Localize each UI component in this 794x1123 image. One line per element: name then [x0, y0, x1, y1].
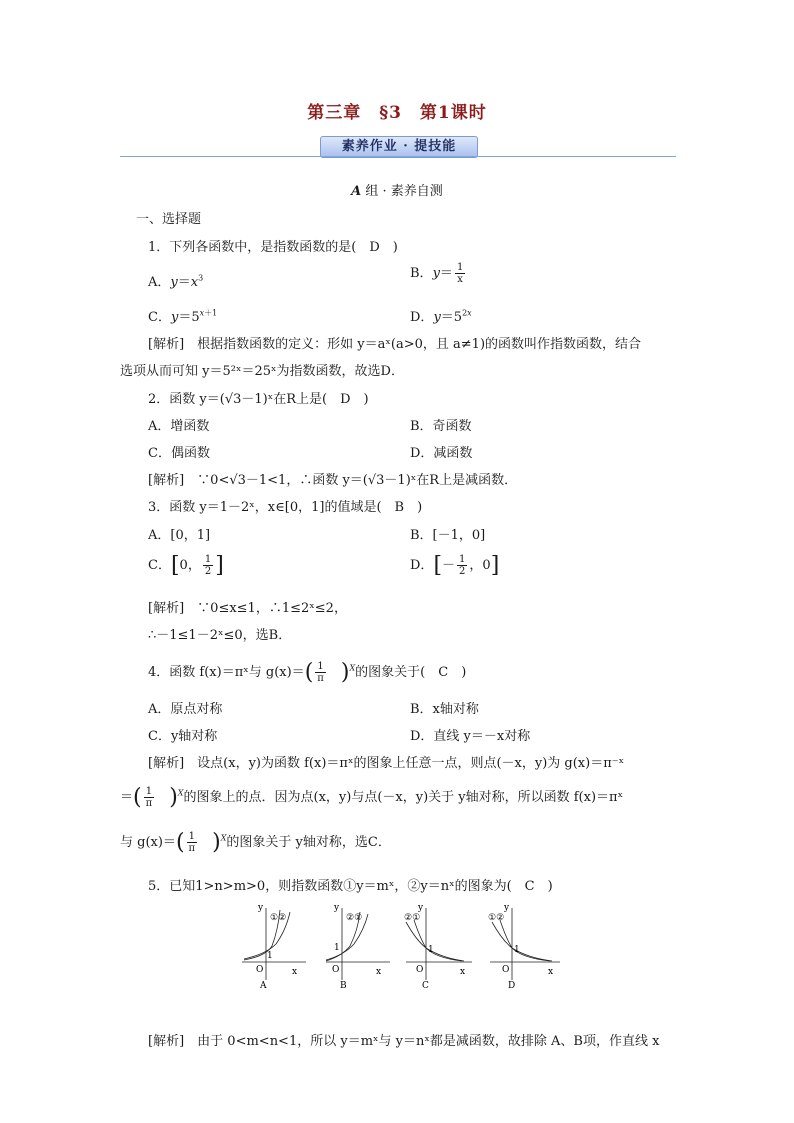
graph-a-curves: ①② [270, 913, 287, 923]
q2-option-d: D．减函数 [410, 446, 473, 461]
graph-a-one: 1 [267, 951, 273, 961]
q4-analysis-line3: 与 g(x)＝( $\frac{1}{\pi}$ )$^X$的图象关于 y轴对称，选C． [120, 830, 391, 855]
question-3-stem: 3．函数 y＝1－2ˣ，x∈[0，1]的值域是( B ) [148, 500, 423, 515]
group-rest: 组 · 素养自测 [365, 184, 443, 199]
q2-option-b: B．奇函数 [410, 419, 472, 434]
q4-option-a: A．原点对称 [148, 702, 223, 717]
graph-c [404, 903, 472, 991]
q1-analysis-line1: [解析] 根据指数函数的定义：形如 y＝aˣ(a>0，且 a≠1)的函数叫作指数函数，结合 [148, 337, 642, 352]
graph-d-x: x [548, 967, 554, 977]
q3-option-d: D．[－ $\frac{1}{2}$ ，0] [410, 553, 500, 578]
q4-analysis-line1: [解析] 设点(x，y)为函数 f(x)＝πˣ的图象上任意一点，则点(－x，y)为 g(x)＝π⁻ˣ [148, 756, 625, 771]
q1-option-a: A．$y=x^3$ [148, 273, 204, 290]
q3-analysis-line2: ∴－1≤1－2ˣ≤0，选B． [148, 628, 292, 643]
graph-a-label: A [260, 981, 267, 991]
q4-option-c: C．y轴对称 [148, 729, 218, 744]
question-1-stem: 1．下列各函数中，是指数函数的是( D ) [148, 240, 398, 255]
analysis-tag: [解析] [148, 473, 185, 488]
graph-c-label: C [422, 981, 429, 991]
graph-a-x: x [292, 967, 298, 977]
analysis-tag: [解析] [148, 1034, 185, 1049]
q3-option-c: C．[0， $\frac{1}{2}$ ] [148, 553, 224, 578]
graph-d-one: 1 [514, 945, 520, 955]
page-title: 第三章 §3 第1课时 [307, 103, 487, 123]
group-title [0, 180, 794, 199]
graph-b-one: 1 [334, 943, 340, 953]
graph-a [242, 903, 306, 991]
analysis-tag: [解析] [148, 756, 185, 771]
graph-b-y: y [334, 903, 340, 913]
graph-a-y: y [258, 903, 264, 913]
graph-b-curves: ②① [346, 913, 363, 923]
title-divider [120, 156, 676, 157]
graph-c-origin: O [416, 965, 424, 975]
q4-option-b: B．x轴对称 [410, 702, 479, 717]
graph-d-origin: O [502, 965, 510, 975]
q1-option-d: D．$y=5^{2x}$ [410, 308, 472, 325]
graph-b-label: B [340, 981, 347, 991]
q5-analysis: [解析] 由于 0<m<n<1，所以 y＝mˣ与 y＝nˣ都是减函数，故排除 A、B项，作直线 x [148, 1034, 660, 1049]
q2-analysis: [解析] ∵0<√3－1<1，∴函数 y＝(√3－1)ˣ在R上是减函数． [148, 473, 518, 488]
graph-d-label: D [508, 981, 516, 991]
q3-option-b: B．[－1，0] [410, 528, 486, 543]
q1-analysis-line2: 选项从而可知 y＝5²ˣ＝25ˣ为指数函数，故选D． [120, 364, 404, 379]
q4-analysis-line2: ＝( $\frac{1}{\pi}$ )$^X$的图象上的点．因为点(x，y)与点(－x，y)关于 y轴对称，所以函数 f(x)＝πˣ [120, 785, 624, 810]
q1-option-c: C．$y=5^{x+1}$ [148, 308, 218, 325]
q5-graph-options [236, 900, 566, 992]
q2-option-a: A．增函数 [148, 419, 210, 434]
question-4-stem: 4．函数 f(x)＝πˣ与 g(x)＝( $\frac{1}{\pi}$ )$^X$的图象关于( C ) [148, 660, 467, 685]
section-banner: 素养作业 · 提技能 [320, 136, 478, 158]
q4-option-d: D．直线 y＝－x对称 [410, 729, 531, 744]
graph-c-x: x [460, 967, 466, 977]
graph-b-origin: O [332, 965, 340, 975]
graph-a-origin: O [256, 965, 264, 975]
graph-c-y: y [418, 903, 424, 913]
graph-d-curves: ①② [488, 913, 505, 923]
graph-b [326, 903, 390, 991]
analysis-tag: [解析] [148, 337, 185, 352]
group-letter: A [351, 184, 362, 199]
q1-option-b: B．y＝ $\frac{1}{x}$ [410, 262, 464, 285]
graph-d-y: y [504, 903, 510, 913]
graph-c-curves: ②① [404, 913, 421, 923]
question-2-stem: 2．函数 y＝(√3－1)ˣ在R上是( D ) [148, 392, 369, 407]
q2-option-c: C．偶函数 [148, 446, 210, 461]
q3-analysis-line1: [解析] ∵0≤x≤1，∴1≤2ˣ≤2， [148, 601, 347, 616]
analysis-tag: [解析] [148, 601, 185, 616]
question-5-stem: 5．已知1>n>m>0，则指数函数①y＝mˣ，②y＝nˣ的图象为( C ) [148, 879, 553, 894]
graph-c-one: 1 [428, 945, 434, 955]
graph-d [488, 903, 560, 991]
q3-option-a: A．[0，1] [148, 528, 211, 543]
graph-b-x: x [376, 967, 382, 977]
section-heading: 一、选择题 [136, 212, 202, 227]
